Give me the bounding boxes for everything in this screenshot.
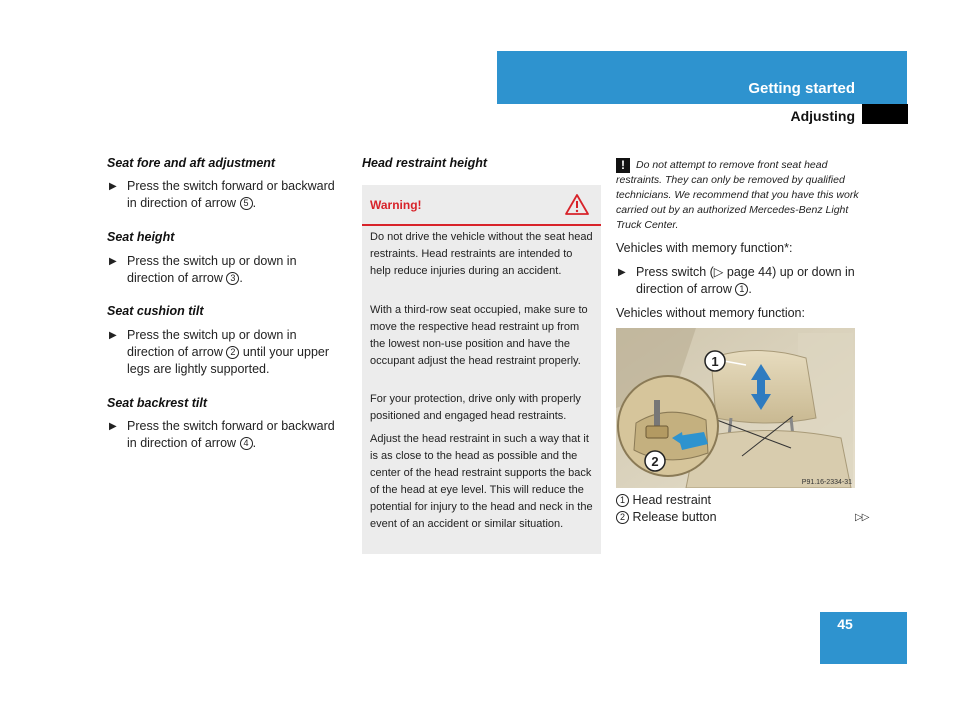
legend-item: 1 Head restraint: [616, 493, 711, 507]
without-memory-label: Vehicles without memory function:: [616, 306, 805, 320]
head-restraint-figure: [616, 328, 855, 488]
arrow-number: 5: [240, 197, 253, 210]
heading-seat-height: Seat height: [107, 230, 175, 244]
arrow-number: 2: [226, 346, 239, 359]
figure-callout-2: 2: [651, 454, 659, 469]
step-seat-height: ▶ Press the switch up or down in direction of arrow 3 .: [109, 254, 297, 285]
with-memory-label: Vehicles with memory function*:: [616, 241, 793, 255]
warning-box: [362, 185, 601, 554]
warning-paragraph: Adjust the head restraint in such a way that it is as close to the head as possible and the center of the head restraint supports the back of the head at eye level. This will reduce the potential for injury to the head and neck in the event of an accident or similar situation.: [370, 433, 593, 530]
warning-header: [362, 185, 601, 226]
step-cushion-tilt: ▶ Press the switch up or down in direction of arrow 2 until your upper legs are lightly supported.: [109, 328, 330, 376]
warning-paragraph: With a third-row seat occupied, make sure to move the respective head restraint up from the lowest non-use position and have the occupant adjust the head restraint properly.: [370, 304, 588, 367]
warning-triangle-icon: [565, 194, 589, 215]
warning-paragraph: Do not drive the vehicle without the seat head restraints. Head restraints are intended to help reduce injuries during an accident.: [370, 231, 593, 277]
section-tab: [862, 104, 908, 124]
bullet-icon: ▶: [109, 330, 117, 341]
exclamation-icon: !: [616, 158, 630, 173]
page-ref-icon: ▷: [713, 265, 727, 279]
bullet-icon: ▶: [109, 256, 117, 267]
warning-title: Warning!: [370, 198, 422, 212]
arrow-number: 4: [240, 437, 253, 450]
section-title: Adjusting: [790, 108, 855, 124]
bullet-icon: ▶: [618, 267, 626, 278]
caution-note: ! Do not attempt to remove front seat head restraints. They can only be removed by qualified technicians. We recommend that you have this work carried out by an authorized Mercedes-Benz Light Truck Center.: [616, 158, 859, 231]
continue-icon: ▷▷: [855, 512, 869, 523]
page-number: 45: [837, 616, 853, 632]
warning-paragraph: For your protection, drive only with properly positioned and engaged head restraints.: [370, 393, 581, 422]
figure-code: P91.16-2334-31: [801, 479, 852, 486]
step-backrest-tilt: ▶ Press the switch forward or backward in direction of arrow 4 .: [109, 419, 335, 450]
heading-cushion-tilt: Seat cushion tilt: [107, 304, 204, 318]
heading-fore-aft: Seat fore and aft adjustment: [107, 156, 276, 170]
bullet-icon: ▶: [109, 421, 117, 432]
step-memory: ▶ Press switch (▷ page 44) up or down in direction of arrow 1 .: [618, 265, 855, 296]
heading-head-restraint: Head restraint height: [362, 156, 488, 170]
figure-callout-1: 1: [711, 354, 719, 369]
chapter-title: Getting started: [748, 80, 855, 97]
head-restraint-illustration: [616, 328, 855, 488]
legend-item: 2 Release button: [616, 510, 717, 524]
heading-backrest-tilt: Seat backrest tilt: [107, 396, 208, 410]
bullet-icon: ▶: [109, 181, 117, 192]
arrow-number: 3: [226, 272, 239, 285]
step-fore-aft: ▶ Press the switch forward or backward in direction of arrow 5 .: [109, 179, 335, 210]
arrow-number: 1: [735, 283, 748, 296]
